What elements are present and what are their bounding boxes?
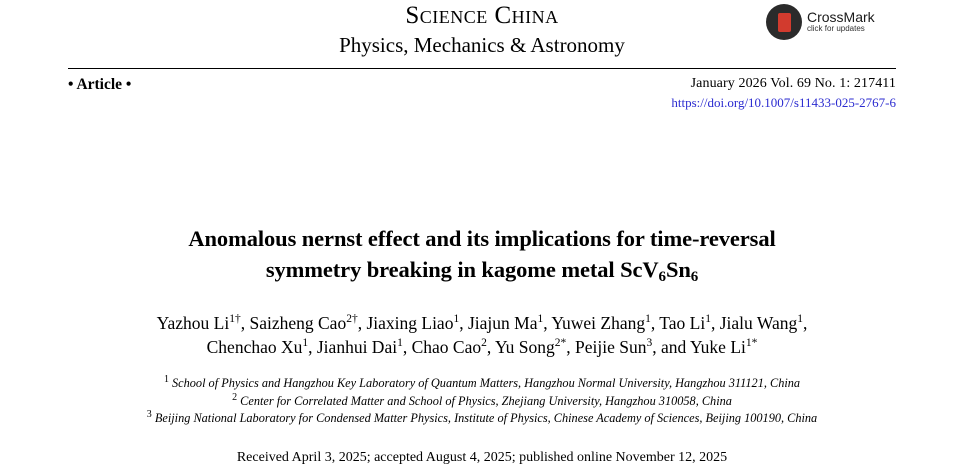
author-2: , Saizheng Cao bbox=[240, 313, 347, 333]
author-3-sup: 1 bbox=[453, 313, 460, 326]
paper-title-line2-pre: symmetry breaking in kagome metal ScV bbox=[265, 257, 659, 282]
author-10-sup: 2 bbox=[481, 337, 487, 350]
author-7: , Jialu Wang bbox=[710, 313, 798, 333]
author-4-sup: 1 bbox=[537, 313, 544, 326]
author-list bbox=[0, 311, 964, 359]
title-block bbox=[0, 223, 964, 289]
author-8: Chenchao Xu bbox=[206, 337, 303, 357]
crossmark-icon-inner bbox=[778, 13, 791, 32]
author-3: , Jiaxing Liao bbox=[357, 313, 454, 333]
issue-meta-group bbox=[671, 76, 896, 111]
author-6: , Tao Li bbox=[650, 313, 706, 333]
affiliation-list bbox=[0, 375, 964, 428]
author-12: , Peijie Sun bbox=[566, 337, 647, 357]
author-9: , Jianhui Dai bbox=[308, 337, 398, 357]
author-4: , Jiajun Ma bbox=[459, 313, 538, 333]
author-2-sup: 2† bbox=[346, 313, 358, 326]
paper-title-line1: Anomalous nernst effect and its implications for time-reversal bbox=[188, 226, 776, 251]
affiliation-text: Center for Correlated Matter and School of Physics, Zhejiang University, Hangzhou 310058, China bbox=[240, 393, 732, 408]
author-10: , Chao Cao bbox=[402, 337, 482, 357]
affiliation-item bbox=[70, 393, 894, 411]
affiliation-item bbox=[70, 410, 894, 428]
issue-info: January 2026 Vol. 69 No. 1: 217411 bbox=[690, 76, 896, 91]
crossmark-badge[interactable] bbox=[766, 2, 896, 42]
crossmark-name: CrossMark bbox=[807, 9, 875, 26]
paper-title-line2-mid: Sn bbox=[665, 257, 691, 282]
crossmark-icon bbox=[766, 4, 802, 40]
paper-title-sub-2: 6 bbox=[690, 269, 699, 285]
doi-link[interactable]: https://doi.org/10.1007/s11433-025-2767-6 bbox=[671, 95, 896, 110]
crossmark-label-group bbox=[807, 10, 875, 33]
author-7-tail: , bbox=[802, 313, 808, 333]
author-1: Yazhou Li bbox=[156, 313, 230, 333]
author-11-sup: 2* bbox=[554, 337, 567, 350]
author-1-sup: 1† bbox=[229, 313, 241, 326]
article-type-label: • Article • bbox=[68, 76, 132, 93]
author-11: , Yu Song bbox=[486, 337, 555, 357]
affiliation-item bbox=[70, 375, 894, 393]
paper-title-sub-1: 6 bbox=[658, 269, 666, 285]
author-7-sup: 1 bbox=[797, 313, 803, 326]
journal-title: Science China bbox=[405, 2, 559, 29]
page-title bbox=[120, 223, 844, 289]
author-8-sup: 1 bbox=[302, 337, 309, 350]
header-divider bbox=[68, 68, 896, 69]
article-meta-row bbox=[68, 76, 896, 111]
publication-dates: Received April 3, 2025; accepted August 4, 2025; published online November 12, 2025 bbox=[236, 449, 728, 465]
journal-subtitle: Physics, Mechanics & Astronomy bbox=[339, 33, 625, 57]
affiliation-marker: 1 bbox=[163, 373, 169, 385]
author-6-sup: 1 bbox=[705, 313, 711, 326]
author-5-sup: 1 bbox=[645, 313, 651, 326]
crossmark-subtitle: click for updates bbox=[807, 24, 865, 34]
author-5: , Yuwei Zhang bbox=[543, 313, 646, 333]
affiliation-text: Beijing National Laboratory for Condensed Matter Physics, Institute of Physics, Chinese Academy of Sciences, Beijing 100190, China bbox=[154, 411, 818, 425]
author-12-sup: 3 bbox=[646, 337, 653, 350]
author-13-sup: 1* bbox=[745, 337, 758, 350]
affiliation-text: School of Physics and Hangzhou Key Laboratory of Quantum Matters, Hangzhou Normal University, Hangzhou 311121, China bbox=[172, 376, 801, 390]
affiliation-marker: 2 bbox=[232, 391, 238, 403]
author-13: , and Yuke Li bbox=[652, 337, 746, 357]
author-9-sup: 1 bbox=[397, 337, 403, 350]
affiliation-marker: 3 bbox=[146, 408, 152, 420]
